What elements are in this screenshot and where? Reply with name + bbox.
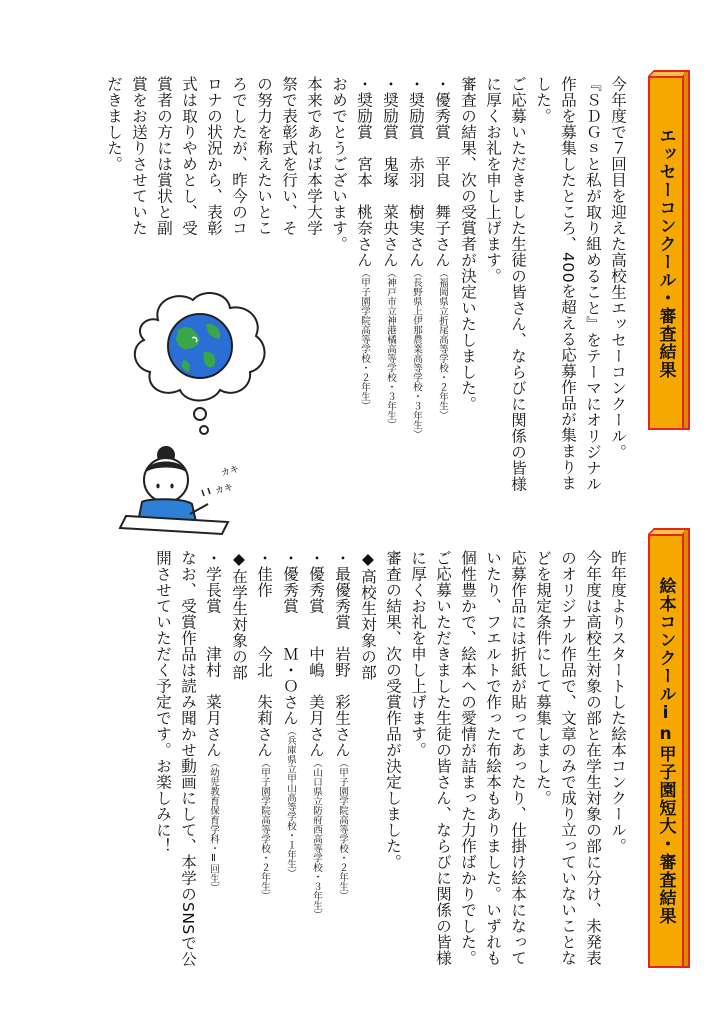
st-heading: ◆在学生対象の部: [230, 550, 248, 681]
essay-title-box: [648, 70, 690, 430]
pb-award: ・佳作 今北 朱莉さん（甲子園学院高等学校・２年生）: [255, 550, 273, 901]
hs-heading: ◆高校生対象の部: [359, 550, 377, 681]
girl-thinking-earth-illustration: [118, 290, 278, 540]
essay-award: ・奨励賞 赤羽 樹実さん（長野県上伊那農業高等学校・３年生）: [407, 76, 425, 439]
essay-congrats: おめでとうございます。: [330, 76, 348, 252]
essay-award: ・奨励賞 鬼塚 菜央さん（神戸市立神港橘高等学校・３年生）: [381, 76, 399, 430]
pb-award: ・優秀賞 中嶋 美月さん（山口県立防府西高等学校・３年生）: [307, 550, 325, 920]
essay-intro-line: 『ＳＤＧｓと私が取り組めること』をテーマにオリジナル作品を募集したところ、400を超える応募作品が集まりました。: [534, 76, 602, 492]
earth-globe-icon: [168, 314, 232, 378]
pb-intro-line: 応募作品には折紙が貼ってあったり、仕掛け絵本になっていたり、フエルトで作った布絵本もありました。いずれも個性豊かで、絵本への愛情が詰まった力作ばかりでした。: [459, 550, 527, 966]
picture-book-section: [40, 520, 700, 990]
picture-book-body: [150, 550, 630, 980]
sfx-kaki-1: カキ: [220, 464, 241, 479]
pb-award: ・最優秀賞 岩野 彩生さん（甲子園学院高等学校・２年生）: [333, 550, 351, 901]
essay-intro-line: 審査の結果、次の受賞者が決定いたしました。: [459, 76, 477, 412]
pb-closing: なお、受賞作品は読み聞かせ動画にして、本学のSNSで公開させていただく予定です。お楽しみに！: [154, 550, 197, 967]
picture-book-title: 絵本コンクールin甲子園短大・審査結果: [648, 534, 684, 968]
pb-intro-line: 今年度は高校生対象の部と在学生対象の部に分け、未発表のオリジナル作品で、文章のみで成り立っていないことなどを規定条件にして募集しました。: [534, 550, 602, 966]
pb-award: ・学長賞 津村 菜月さん（幼児教育保育学科・Ⅱ回生）: [204, 550, 222, 893]
essay-intro-line: 今年度で７回目を迎えた高校生エッセーコンクール。: [609, 76, 627, 460]
pb-intro-line: ご応募いただきました生徒の皆さん、ならびに関係の皆様に厚くお礼を申し上げます。: [409, 550, 452, 966]
sfx-kaki-2: カキ: [214, 482, 235, 497]
essay-closing: 本来であれば本学大学祭で表彰式を行い、その努力を称えたいところでしたが、昨今のコロナの状況から、表彰式は取りやめとし、受賞者の方には賞状と副賞をお送りさせていただきました。: [105, 76, 323, 236]
pb-intro-line: 審査の結果、次の受賞作品が決定しました。: [384, 550, 402, 870]
essay-intro-line: ご応募いただきました生徒の皆さん、ならびに関係の皆様に厚くお礼を申し上げます。: [484, 76, 527, 492]
essay-section: [40, 40, 700, 510]
essay-title: エッセーコンクール・審査結果: [648, 76, 684, 430]
pb-intro-line: 昨年度よりスタートした絵本コンクール。: [609, 550, 627, 854]
essay-award: ・奨励賞 宮本 桃奈さん（甲子園学院高等学校・２年生）: [355, 76, 373, 411]
essay-award: ・優秀賞 平良 舞子さん（福岡県立折尾高等学校・２年生）: [433, 76, 451, 420]
picture-book-title-box: [648, 528, 690, 968]
pb-award: ・優秀賞 Ｍ・Ｏさん（兵庫県立甲山高等学校・１年生）: [281, 550, 299, 878]
